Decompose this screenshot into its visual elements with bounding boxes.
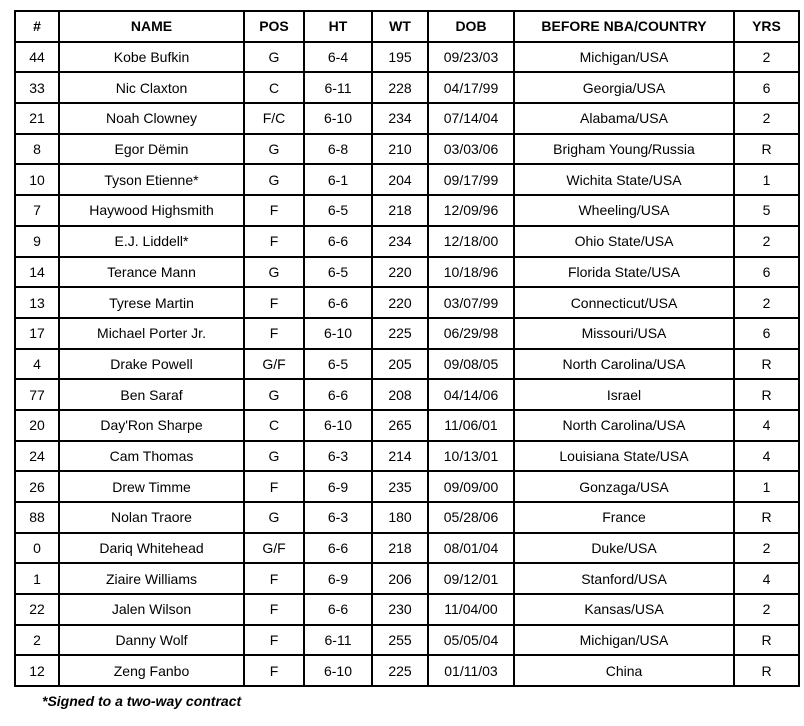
cell-ht: 6-9 [304, 563, 372, 594]
cell-pos: F/C [244, 103, 304, 134]
cell-number: 44 [15, 42, 59, 73]
table-row [15, 410, 799, 441]
cell-ht: 6-8 [304, 134, 372, 165]
cell-number: 9 [15, 226, 59, 257]
cell-dob: 12/18/00 [428, 226, 514, 257]
cell-before-nba-country: North Carolina/USA [514, 410, 734, 441]
cell-ht: 6-9 [304, 471, 372, 502]
cell-number: 2 [15, 625, 59, 656]
cell-wt: 220 [372, 287, 428, 318]
cell-ht: 6-6 [304, 594, 372, 625]
cell-before-nba-country: Gonzaga/USA [514, 471, 734, 502]
cell-yrs: 4 [734, 563, 799, 594]
cell-wt: 218 [372, 533, 428, 564]
cell-yrs: 2 [734, 226, 799, 257]
cell-before-nba-country: Wheeling/USA [514, 195, 734, 226]
header-name: NAME [59, 11, 244, 42]
cell-number: 10 [15, 164, 59, 195]
cell-ht: 6-3 [304, 441, 372, 472]
cell-yrs: 2 [734, 533, 799, 564]
cell-yrs: 6 [734, 318, 799, 349]
cell-name: E.J. Liddell* [59, 226, 244, 257]
cell-name: Terance Mann [59, 257, 244, 288]
cell-yrs: 2 [734, 594, 799, 625]
cell-dob: 05/28/06 [428, 502, 514, 533]
cell-wt: 255 [372, 625, 428, 656]
table-row [15, 655, 799, 686]
cell-pos: C [244, 72, 304, 103]
cell-number: 4 [15, 349, 59, 380]
cell-ht: 6-3 [304, 502, 372, 533]
cell-yrs: 1 [734, 164, 799, 195]
cell-before-nba-country: Alabama/USA [514, 103, 734, 134]
two-way-contract-footnote: *Signed to a two-way contract [42, 693, 242, 709]
cell-number: 14 [15, 257, 59, 288]
cell-number: 17 [15, 318, 59, 349]
cell-ht: 6-10 [304, 103, 372, 134]
cell-dob: 04/17/99 [428, 72, 514, 103]
cell-name: Dariq Whitehead [59, 533, 244, 564]
header-row [15, 11, 799, 42]
cell-wt: 204 [372, 164, 428, 195]
cell-pos: G [244, 257, 304, 288]
cell-dob: 05/05/04 [428, 625, 514, 656]
cell-wt: 230 [372, 594, 428, 625]
header-pos: POS [244, 11, 304, 42]
cell-yrs: R [734, 349, 799, 380]
table-row [15, 287, 799, 318]
cell-ht: 6-11 [304, 625, 372, 656]
cell-before-nba-country: Wichita State/USA [514, 164, 734, 195]
cell-name: Tyson Etienne* [59, 164, 244, 195]
cell-wt: 206 [372, 563, 428, 594]
cell-ht: 6-6 [304, 226, 372, 257]
cell-wt: 225 [372, 318, 428, 349]
cell-before-nba-country: China [514, 655, 734, 686]
cell-before-nba-country: North Carolina/USA [514, 349, 734, 380]
cell-number: 21 [15, 103, 59, 134]
cell-before-nba-country: Duke/USA [514, 533, 734, 564]
cell-pos: G/F [244, 349, 304, 380]
cell-pos: F [244, 287, 304, 318]
cell-wt: 210 [372, 134, 428, 165]
cell-name: Kobe Bufkin [59, 42, 244, 73]
cell-name: Drake Powell [59, 349, 244, 380]
cell-yrs: 2 [734, 103, 799, 134]
cell-before-nba-country: Michigan/USA [514, 42, 734, 73]
cell-dob: 09/09/00 [428, 471, 514, 502]
cell-yrs: R [734, 134, 799, 165]
cell-number: 12 [15, 655, 59, 686]
cell-dob: 07/14/04 [428, 103, 514, 134]
table-row [15, 563, 799, 594]
cell-name: Danny Wolf [59, 625, 244, 656]
cell-dob: 12/09/96 [428, 195, 514, 226]
cell-before-nba-country: Ohio State/USA [514, 226, 734, 257]
cell-before-nba-country: Brigham Young/Russia [514, 134, 734, 165]
cell-pos: F [244, 318, 304, 349]
cell-before-nba-country: Michigan/USA [514, 625, 734, 656]
cell-yrs: 2 [734, 42, 799, 73]
cell-name: Michael Porter Jr. [59, 318, 244, 349]
cell-name: Tyrese Martin [59, 287, 244, 318]
cell-before-nba-country: Stanford/USA [514, 563, 734, 594]
cell-dob: 09/23/03 [428, 42, 514, 73]
cell-number: 8 [15, 134, 59, 165]
header-ht: HT [304, 11, 372, 42]
cell-yrs: R [734, 379, 799, 410]
cell-yrs: 6 [734, 257, 799, 288]
cell-yrs: 4 [734, 410, 799, 441]
cell-number: 7 [15, 195, 59, 226]
cell-name: Ziaire Williams [59, 563, 244, 594]
cell-pos: F [244, 195, 304, 226]
table-row [15, 164, 799, 195]
header-before-nba-country: BEFORE NBA/COUNTRY [514, 11, 734, 42]
cell-name: Egor Dëmin [59, 134, 244, 165]
table-row [15, 379, 799, 410]
cell-name: Cam Thomas [59, 441, 244, 472]
cell-wt: 208 [372, 379, 428, 410]
cell-yrs: R [734, 502, 799, 533]
header-yrs: YRS [734, 11, 799, 42]
cell-yrs: 2 [734, 287, 799, 318]
cell-pos: F [244, 563, 304, 594]
cell-name: Nolan Traore [59, 502, 244, 533]
cell-pos: F [244, 471, 304, 502]
table-row [15, 533, 799, 564]
cell-dob: 11/04/00 [428, 594, 514, 625]
cell-pos: G [244, 441, 304, 472]
cell-dob: 01/11/03 [428, 655, 514, 686]
cell-wt: 234 [372, 103, 428, 134]
cell-wt: 180 [372, 502, 428, 533]
cell-pos: F [244, 594, 304, 625]
cell-name: Day'Ron Sharpe [59, 410, 244, 441]
cell-wt: 220 [372, 257, 428, 288]
cell-dob: 08/01/04 [428, 533, 514, 564]
cell-before-nba-country: Missouri/USA [514, 318, 734, 349]
cell-wt: 228 [372, 72, 428, 103]
cell-ht: 6-4 [304, 42, 372, 73]
header-dob: DOB [428, 11, 514, 42]
cell-before-nba-country: Israel [514, 379, 734, 410]
cell-number: 13 [15, 287, 59, 318]
cell-before-nba-country: France [514, 502, 734, 533]
cell-pos: F [244, 655, 304, 686]
table-row [15, 42, 799, 73]
cell-dob: 04/14/06 [428, 379, 514, 410]
table-row [15, 226, 799, 257]
cell-wt: 205 [372, 349, 428, 380]
cell-pos: G [244, 164, 304, 195]
cell-dob: 06/29/98 [428, 318, 514, 349]
cell-dob: 09/12/01 [428, 563, 514, 594]
header-wt: WT [372, 11, 428, 42]
cell-wt: 234 [372, 226, 428, 257]
cell-number: 88 [15, 502, 59, 533]
cell-pos: C [244, 410, 304, 441]
cell-name: Jalen Wilson [59, 594, 244, 625]
cell-dob: 09/08/05 [428, 349, 514, 380]
cell-before-nba-country: Florida State/USA [514, 257, 734, 288]
cell-name: Ben Saraf [59, 379, 244, 410]
cell-number: 20 [15, 410, 59, 441]
cell-wt: 195 [372, 42, 428, 73]
cell-pos: G [244, 379, 304, 410]
table-row [15, 134, 799, 165]
table-row [15, 318, 799, 349]
cell-ht: 6-10 [304, 410, 372, 441]
cell-ht: 6-6 [304, 287, 372, 318]
cell-ht: 6-5 [304, 195, 372, 226]
cell-ht: 6-10 [304, 318, 372, 349]
cell-wt: 225 [372, 655, 428, 686]
table-row [15, 195, 799, 226]
table-row [15, 257, 799, 288]
cell-number: 22 [15, 594, 59, 625]
cell-dob: 03/03/06 [428, 134, 514, 165]
cell-number: 1 [15, 563, 59, 594]
cell-name: Nic Claxton [59, 72, 244, 103]
cell-yrs: R [734, 625, 799, 656]
cell-ht: 6-1 [304, 164, 372, 195]
cell-wt: 218 [372, 195, 428, 226]
cell-before-nba-country: Kansas/USA [514, 594, 734, 625]
cell-number: 26 [15, 471, 59, 502]
cell-ht: 6-6 [304, 533, 372, 564]
cell-pos: G [244, 502, 304, 533]
table-row [15, 103, 799, 134]
cell-number: 77 [15, 379, 59, 410]
cell-wt: 265 [372, 410, 428, 441]
cell-wt: 214 [372, 441, 428, 472]
table-row [15, 349, 799, 380]
roster-table [14, 10, 800, 687]
table-row [15, 502, 799, 533]
cell-pos: G [244, 42, 304, 73]
cell-ht: 6-5 [304, 349, 372, 380]
cell-ht: 6-6 [304, 379, 372, 410]
cell-wt: 235 [372, 471, 428, 502]
cell-name: Zeng Fanbo [59, 655, 244, 686]
header-number: # [15, 11, 59, 42]
table-row [15, 441, 799, 472]
cell-pos: G/F [244, 533, 304, 564]
cell-pos: F [244, 226, 304, 257]
cell-name: Drew Timme [59, 471, 244, 502]
cell-ht: 6-5 [304, 257, 372, 288]
cell-dob: 10/18/96 [428, 257, 514, 288]
cell-dob: 11/06/01 [428, 410, 514, 441]
cell-ht: 6-11 [304, 72, 372, 103]
cell-yrs: R [734, 655, 799, 686]
table-row [15, 72, 799, 103]
table-row [15, 625, 799, 656]
roster-table-body [15, 42, 799, 686]
cell-ht: 6-10 [304, 655, 372, 686]
cell-pos: G [244, 134, 304, 165]
cell-pos: F [244, 625, 304, 656]
cell-number: 33 [15, 72, 59, 103]
cell-yrs: 4 [734, 441, 799, 472]
cell-before-nba-country: Georgia/USA [514, 72, 734, 103]
cell-number: 24 [15, 441, 59, 472]
cell-yrs: 1 [734, 471, 799, 502]
cell-dob: 03/07/99 [428, 287, 514, 318]
table-row [15, 594, 799, 625]
table-row [15, 471, 799, 502]
cell-name: Haywood Highsmith [59, 195, 244, 226]
cell-dob: 09/17/99 [428, 164, 514, 195]
cell-before-nba-country: Louisiana State/USA [514, 441, 734, 472]
cell-yrs: 6 [734, 72, 799, 103]
cell-yrs: 5 [734, 195, 799, 226]
cell-number: 0 [15, 533, 59, 564]
cell-dob: 10/13/01 [428, 441, 514, 472]
cell-name: Noah Clowney [59, 103, 244, 134]
cell-before-nba-country: Connecticut/USA [514, 287, 734, 318]
